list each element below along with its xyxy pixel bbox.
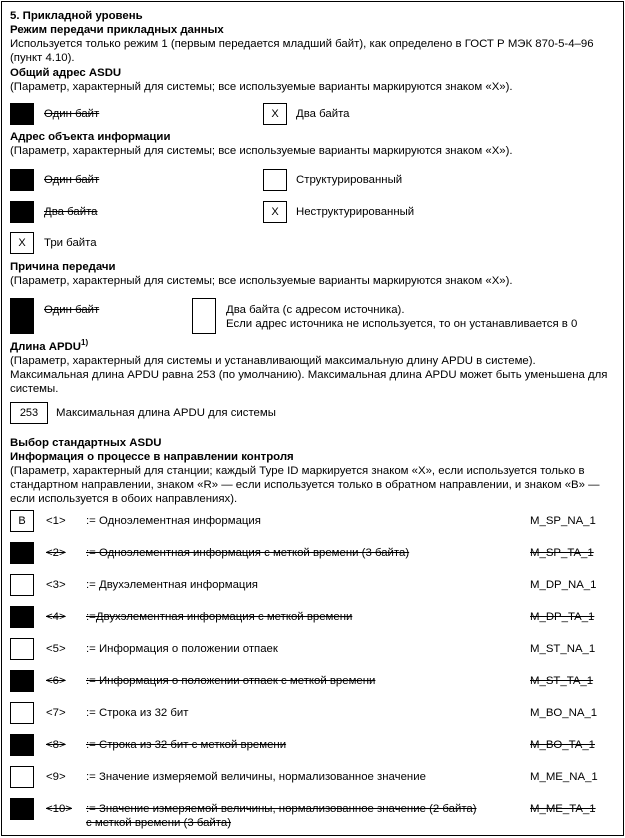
asdu-subheading: Информация о процессе в направлении контроля bbox=[10, 451, 294, 463]
asdu-row-description: := Информация о положении отпаек bbox=[86, 643, 278, 655]
apdu-note-line-3: системы. bbox=[10, 383, 59, 395]
ioa-three-bytes-label: Три байта bbox=[44, 237, 97, 249]
asdu-row-type-id: <6> bbox=[46, 675, 66, 687]
ioa-two-bytes-checkbox[interactable] bbox=[10, 201, 34, 223]
asdu-row-type-code: M_SP_TA_1 bbox=[530, 547, 594, 559]
asdu-row-checkbox[interactable] bbox=[10, 734, 34, 756]
asdu-row-checkbox[interactable] bbox=[10, 766, 34, 788]
cot-note: (Параметр, характерный для системы; все используемые варианты маркируются знаком «X»). bbox=[10, 275, 513, 287]
asdu-row-description: := Одноэлементная информация с меткой времени (3 байта) bbox=[86, 547, 410, 559]
ioa-structured-label: Структурированный bbox=[296, 174, 403, 186]
asdu-row-type-id: <9> bbox=[46, 771, 66, 783]
cot-two-bytes-checkbox[interactable] bbox=[192, 298, 216, 334]
asdu-row-description: := Информация о положении отпаек с меткой времени bbox=[86, 675, 376, 687]
asdu-row-description-cont: с меткой времени (3 байта) bbox=[86, 817, 232, 829]
ioa-unstructured-checkbox[interactable]: X bbox=[263, 201, 287, 223]
cot-two-bytes-label-1: Два байта (с адресом источника). bbox=[226, 304, 405, 316]
asdu-row-type-id: <7> bbox=[46, 707, 66, 719]
asdu-row-description: := Значение измеряемой величины, нормализованное значение (2 байта) bbox=[86, 803, 477, 815]
asdu-row-description: :=Двухэлементная информация с меткой времени bbox=[86, 611, 353, 623]
cot-two-bytes-label-2: Если адрес источника не используется, то он устанавливается в 0 bbox=[226, 318, 578, 330]
asdu-row-checkbox[interactable] bbox=[10, 670, 34, 692]
asdu-row-type-code: M_BO_TA_1 bbox=[530, 739, 595, 751]
ioa-two-bytes-label: Два байта bbox=[44, 206, 98, 218]
asdu-row-type-id: <8> bbox=[46, 739, 66, 751]
asdu-row-type-code: M_ME_TA_1 bbox=[530, 803, 596, 815]
asdu-row-checkbox[interactable] bbox=[10, 702, 34, 724]
asdu-note-line-3: если используется в обоих направлениях). bbox=[10, 493, 238, 505]
cot-one-byte-checkbox[interactable] bbox=[10, 298, 34, 334]
cot-one-byte-label: Один байт bbox=[44, 304, 100, 316]
asdu-row-checkbox[interactable]: B bbox=[10, 510, 34, 532]
asdu-row-type-id: <5> bbox=[46, 643, 66, 655]
asdu-row-checkbox[interactable] bbox=[10, 798, 34, 820]
info-object-address-note: (Параметр, характерный для системы; все используемые варианты маркируются знаком «X»). bbox=[10, 145, 513, 157]
ioa-unstructured-label: Неструктурированный bbox=[296, 206, 415, 218]
document-page bbox=[1, 1, 624, 836]
asdu-row-description: := Двухэлементная информация bbox=[86, 579, 258, 591]
apdu-note-line-2: Максимальная длина APDU равна 253 (по умолчанию). Максимальная длина APDU может быть уменьшена для bbox=[10, 369, 608, 381]
section-title: 5. Прикладной уровень bbox=[10, 10, 143, 22]
asdu-row-checkbox[interactable] bbox=[10, 542, 34, 564]
common-address-note: (Параметр, характерный для системы; все используемые варианты маркируются знаком «X»). bbox=[10, 81, 513, 93]
asdu-row-description: := Одноэлементная информация bbox=[86, 515, 261, 527]
apdu-footnote-marker: 1) bbox=[81, 338, 89, 348]
common-address-one-byte-label: Один байт bbox=[44, 108, 100, 120]
asdu-row-type-code: M_DP_NA_1 bbox=[530, 579, 597, 591]
apdu-max-length-label: Максимальная длина APDU для системы bbox=[56, 407, 276, 419]
apdu-note-line-1: (Параметр, характерный для системы и устанавливающий максимальную длину APDU в системе). bbox=[10, 355, 536, 367]
mode-text-line-1: Используется только режим 1 (первым передается младший байт), как определено в ГОСТ Р МЭК 870-5-4–96 bbox=[10, 38, 594, 50]
apdu-heading bbox=[10, 340, 88, 354]
ioa-structured-checkbox[interactable] bbox=[263, 169, 287, 191]
apdu-max-length-field[interactable]: 253 bbox=[10, 402, 48, 424]
ioa-one-byte-label: Один байт bbox=[44, 174, 100, 186]
common-address-two-bytes-checkbox[interactable]: X bbox=[263, 103, 287, 125]
asdu-note-line-2: стандартном направлении, знаком «R» — если используется только в обратном направлении, и знаком «B» — bbox=[10, 479, 600, 491]
asdu-row-type-code: M_SP_NA_1 bbox=[530, 515, 596, 527]
asdu-note-line-1: (Параметр, характерный для станции; каждый Type ID маркируется знаком «X», если используется только в bbox=[10, 465, 585, 477]
asdu-row-checkbox[interactable] bbox=[10, 574, 34, 596]
asdu-row-type-id: <2> bbox=[46, 547, 66, 559]
asdu-row-description: := Строка из 32 бит с меткой времени bbox=[86, 739, 287, 751]
asdu-row-type-id: <3> bbox=[46, 579, 66, 591]
asdu-row-description: := Строка из 32 бит bbox=[86, 707, 189, 719]
asdu-row-type-code: M_BO_NA_1 bbox=[530, 707, 598, 719]
apdu-heading-text: Длина APDU bbox=[10, 341, 82, 353]
cot-heading: Причина передачи bbox=[10, 261, 116, 273]
mode-text-line-2: (пункт 4.10). bbox=[10, 52, 75, 64]
asdu-row-type-code: M_ME_NA_1 bbox=[530, 771, 598, 783]
mode-heading: Режим передачи прикладных данных bbox=[10, 24, 224, 36]
asdu-row-checkbox[interactable] bbox=[10, 638, 34, 660]
common-address-heading: Общий адрес ASDU bbox=[10, 67, 122, 79]
ioa-one-byte-checkbox[interactable] bbox=[10, 169, 34, 191]
asdu-row-type-code: M_DP_TA_1 bbox=[530, 611, 595, 623]
info-object-address-heading: Адрес объекта информации bbox=[10, 131, 171, 143]
ioa-three-bytes-checkbox[interactable]: X bbox=[10, 232, 34, 254]
asdu-row-type-id: <4> bbox=[46, 611, 66, 623]
asdu-row-type-code: M_ST_TA_1 bbox=[530, 675, 594, 687]
common-address-two-bytes-label: Два байта bbox=[296, 108, 350, 120]
asdu-heading: Выбор стандартных ASDU bbox=[10, 437, 162, 449]
asdu-row-type-id: <1> bbox=[46, 515, 66, 527]
asdu-row-checkbox[interactable] bbox=[10, 606, 34, 628]
asdu-row-type-code: M_ST_NA_1 bbox=[530, 643, 596, 655]
asdu-row-description: := Значение измеряемой величины, нормализованное значение bbox=[86, 771, 426, 783]
common-address-one-byte-checkbox[interactable] bbox=[10, 103, 34, 125]
asdu-row-type-id: <10> bbox=[46, 803, 72, 815]
